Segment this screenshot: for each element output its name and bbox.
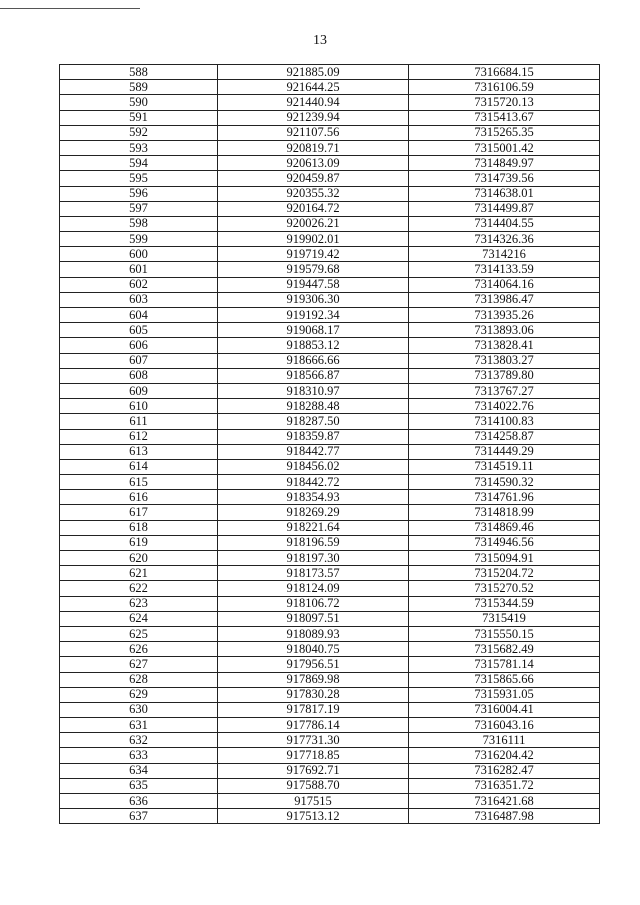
table-row	[60, 95, 600, 110]
y-coordinate-cell: 7314100.83	[409, 414, 600, 429]
point-number-cell: 599	[60, 232, 218, 247]
x-coordinate-cell: 917830.28	[218, 687, 409, 702]
point-number-cell: 632	[60, 733, 218, 748]
y-coordinate-cell: 7315094.91	[409, 551, 600, 566]
x-coordinate-cell: 919306.30	[218, 292, 409, 307]
x-coordinate-cell: 920164.72	[218, 201, 409, 216]
y-coordinate-cell: 7316282.47	[409, 763, 600, 778]
y-coordinate-cell: 7314499.87	[409, 201, 600, 216]
y-coordinate-cell: 7316351.72	[409, 778, 600, 793]
point-number-cell: 615	[60, 475, 218, 490]
point-number-cell: 601	[60, 262, 218, 277]
point-number-cell: 610	[60, 399, 218, 414]
x-coordinate-cell: 920026.21	[218, 216, 409, 231]
point-number-cell: 596	[60, 186, 218, 201]
point-number-cell: 636	[60, 794, 218, 809]
y-coordinate-cell: 7315419	[409, 611, 600, 626]
point-number-cell: 622	[60, 581, 218, 596]
point-number-cell: 634	[60, 763, 218, 778]
x-coordinate-cell: 917513.12	[218, 809, 409, 824]
table-row	[60, 353, 600, 368]
y-coordinate-cell: 7316421.68	[409, 794, 600, 809]
point-number-cell: 607	[60, 353, 218, 368]
y-coordinate-cell: 7314022.76	[409, 399, 600, 414]
x-coordinate-cell: 920355.32	[218, 186, 409, 201]
x-coordinate-cell: 918097.51	[218, 611, 409, 626]
point-number-cell: 590	[60, 95, 218, 110]
x-coordinate-cell: 918197.30	[218, 551, 409, 566]
point-number-cell: 591	[60, 110, 218, 125]
y-coordinate-cell: 7316106.59	[409, 80, 600, 95]
table-row	[60, 338, 600, 353]
table-row	[60, 626, 600, 641]
y-coordinate-cell: 7315720.13	[409, 95, 600, 110]
point-number-cell: 597	[60, 201, 218, 216]
x-coordinate-cell: 917718.85	[218, 748, 409, 763]
y-coordinate-cell: 7315550.15	[409, 626, 600, 641]
x-coordinate-cell: 918354.93	[218, 490, 409, 505]
x-coordinate-cell: 920819.71	[218, 140, 409, 155]
point-number-cell: 594	[60, 156, 218, 171]
table-row	[60, 611, 600, 626]
x-coordinate-cell: 921885.09	[218, 65, 409, 80]
point-number-cell: 592	[60, 125, 218, 140]
point-number-cell: 631	[60, 718, 218, 733]
x-coordinate-cell: 918666.66	[218, 353, 409, 368]
table-row	[60, 156, 600, 171]
table-row	[60, 216, 600, 231]
y-coordinate-cell: 7316043.16	[409, 718, 600, 733]
point-number-cell: 598	[60, 216, 218, 231]
point-number-cell: 606	[60, 338, 218, 353]
x-coordinate-cell: 918089.93	[218, 626, 409, 641]
y-coordinate-cell: 7315265.35	[409, 125, 600, 140]
x-coordinate-cell: 918359.87	[218, 429, 409, 444]
point-number-cell: 609	[60, 383, 218, 398]
x-coordinate-cell: 918287.50	[218, 414, 409, 429]
x-coordinate-cell: 918221.64	[218, 520, 409, 535]
table-row	[60, 505, 600, 520]
table-row	[60, 520, 600, 535]
table-row	[60, 80, 600, 95]
y-coordinate-cell: 7314849.97	[409, 156, 600, 171]
point-number-cell: 604	[60, 308, 218, 323]
y-coordinate-cell: 7313767.27	[409, 383, 600, 398]
table-row	[60, 642, 600, 657]
y-coordinate-cell: 7314946.56	[409, 535, 600, 550]
coordinates-table-body	[60, 65, 600, 824]
y-coordinate-cell: 7313935.26	[409, 308, 600, 323]
table-row	[60, 444, 600, 459]
x-coordinate-cell: 918124.09	[218, 581, 409, 596]
table-row	[60, 459, 600, 474]
y-coordinate-cell: 7314818.99	[409, 505, 600, 520]
table-row	[60, 535, 600, 550]
table-row	[60, 232, 600, 247]
y-coordinate-cell: 7316004.41	[409, 702, 600, 717]
y-coordinate-cell: 7316111	[409, 733, 600, 748]
point-number-cell: 635	[60, 778, 218, 793]
x-coordinate-cell: 919068.17	[218, 323, 409, 338]
y-coordinate-cell: 7314519.11	[409, 459, 600, 474]
table-row	[60, 687, 600, 702]
point-number-cell: 614	[60, 459, 218, 474]
table-row	[60, 186, 600, 201]
point-number-cell: 627	[60, 657, 218, 672]
y-coordinate-cell: 7315931.05	[409, 687, 600, 702]
y-coordinate-cell: 7315001.42	[409, 140, 600, 155]
point-number-cell: 628	[60, 672, 218, 687]
x-coordinate-cell: 921644.25	[218, 80, 409, 95]
y-coordinate-cell: 7316487.98	[409, 809, 600, 824]
point-number-cell: 593	[60, 140, 218, 155]
x-coordinate-cell: 918853.12	[218, 338, 409, 353]
table-row	[60, 308, 600, 323]
x-coordinate-cell: 917786.14	[218, 718, 409, 733]
table-row	[60, 323, 600, 338]
table-row	[60, 247, 600, 262]
point-number-cell: 611	[60, 414, 218, 429]
point-number-cell: 617	[60, 505, 218, 520]
y-coordinate-cell: 7313828.41	[409, 338, 600, 353]
table-row	[60, 551, 600, 566]
x-coordinate-cell: 919447.58	[218, 277, 409, 292]
x-coordinate-cell: 917817.19	[218, 702, 409, 717]
y-coordinate-cell: 7314590.32	[409, 475, 600, 490]
x-coordinate-cell: 918288.48	[218, 399, 409, 414]
y-coordinate-cell: 7315781.14	[409, 657, 600, 672]
x-coordinate-cell: 920613.09	[218, 156, 409, 171]
table-row	[60, 794, 600, 809]
table-row	[60, 778, 600, 793]
point-number-cell: 623	[60, 596, 218, 611]
y-coordinate-cell: 7313789.80	[409, 368, 600, 383]
table-row	[60, 171, 600, 186]
point-number-cell: 625	[60, 626, 218, 641]
y-coordinate-cell: 7314869.46	[409, 520, 600, 535]
table-row	[60, 657, 600, 672]
y-coordinate-cell: 7315270.52	[409, 581, 600, 596]
table-row	[60, 672, 600, 687]
top-rule	[0, 8, 140, 9]
point-number-cell: 605	[60, 323, 218, 338]
point-number-cell: 595	[60, 171, 218, 186]
table-row	[60, 65, 600, 80]
table-row	[60, 596, 600, 611]
y-coordinate-cell: 7315682.49	[409, 642, 600, 657]
table-row	[60, 292, 600, 307]
point-number-cell: 624	[60, 611, 218, 626]
x-coordinate-cell: 921239.94	[218, 110, 409, 125]
y-coordinate-cell: 7316684.15	[409, 65, 600, 80]
x-coordinate-cell: 917731.30	[218, 733, 409, 748]
point-number-cell: 600	[60, 247, 218, 262]
y-coordinate-cell: 7313803.27	[409, 353, 600, 368]
table-row	[60, 368, 600, 383]
y-coordinate-cell: 7314761.96	[409, 490, 600, 505]
point-number-cell: 637	[60, 809, 218, 824]
y-coordinate-cell: 7313893.06	[409, 323, 600, 338]
point-number-cell: 620	[60, 551, 218, 566]
point-number-cell: 630	[60, 702, 218, 717]
table-row	[60, 748, 600, 763]
y-coordinate-cell: 7315344.59	[409, 596, 600, 611]
y-coordinate-cell: 7314258.87	[409, 429, 600, 444]
x-coordinate-cell: 919579.68	[218, 262, 409, 277]
x-coordinate-cell: 918106.72	[218, 596, 409, 611]
table-row	[60, 399, 600, 414]
y-coordinate-cell: 7314216	[409, 247, 600, 262]
table-row	[60, 763, 600, 778]
point-number-cell: 608	[60, 368, 218, 383]
table-row	[60, 490, 600, 505]
x-coordinate-cell: 918040.75	[218, 642, 409, 657]
x-coordinate-cell: 919902.01	[218, 232, 409, 247]
x-coordinate-cell: 918310.97	[218, 383, 409, 398]
coordinates-table	[59, 64, 600, 824]
y-coordinate-cell: 7315204.72	[409, 566, 600, 581]
table-row	[60, 809, 600, 824]
point-number-cell: 612	[60, 429, 218, 444]
y-coordinate-cell: 7314064.16	[409, 277, 600, 292]
table-row	[60, 581, 600, 596]
x-coordinate-cell: 918196.59	[218, 535, 409, 550]
point-number-cell: 621	[60, 566, 218, 581]
table-row	[60, 733, 600, 748]
x-coordinate-cell: 917956.51	[218, 657, 409, 672]
table-row	[60, 383, 600, 398]
x-coordinate-cell: 919719.42	[218, 247, 409, 262]
x-coordinate-cell: 917588.70	[218, 778, 409, 793]
x-coordinate-cell: 918173.57	[218, 566, 409, 581]
table-row	[60, 414, 600, 429]
y-coordinate-cell: 7314449.29	[409, 444, 600, 459]
point-number-cell: 619	[60, 535, 218, 550]
y-coordinate-cell: 7314326.36	[409, 232, 600, 247]
table-row	[60, 125, 600, 140]
x-coordinate-cell: 918566.87	[218, 368, 409, 383]
x-coordinate-cell: 918442.72	[218, 475, 409, 490]
y-coordinate-cell: 7316204.42	[409, 748, 600, 763]
table-row	[60, 429, 600, 444]
x-coordinate-cell: 921440.94	[218, 95, 409, 110]
y-coordinate-cell: 7315865.66	[409, 672, 600, 687]
x-coordinate-cell: 917515	[218, 794, 409, 809]
point-number-cell: 588	[60, 65, 218, 80]
point-number-cell: 613	[60, 444, 218, 459]
point-number-cell: 589	[60, 80, 218, 95]
table-row	[60, 475, 600, 490]
x-coordinate-cell: 917692.71	[218, 763, 409, 778]
table-row	[60, 566, 600, 581]
x-coordinate-cell: 921107.56	[218, 125, 409, 140]
y-coordinate-cell: 7314638.01	[409, 186, 600, 201]
point-number-cell: 602	[60, 277, 218, 292]
table-row	[60, 110, 600, 125]
x-coordinate-cell: 918456.02	[218, 459, 409, 474]
x-coordinate-cell: 920459.87	[218, 171, 409, 186]
page-number: 13	[313, 33, 327, 48]
y-coordinate-cell: 7313986.47	[409, 292, 600, 307]
table-row	[60, 277, 600, 292]
y-coordinate-cell: 7314133.59	[409, 262, 600, 277]
x-coordinate-cell: 918442.77	[218, 444, 409, 459]
point-number-cell: 616	[60, 490, 218, 505]
point-number-cell: 618	[60, 520, 218, 535]
table-row	[60, 262, 600, 277]
table-row	[60, 201, 600, 216]
point-number-cell: 603	[60, 292, 218, 307]
x-coordinate-cell: 919192.34	[218, 308, 409, 323]
table-row	[60, 702, 600, 717]
y-coordinate-cell: 7315413.67	[409, 110, 600, 125]
y-coordinate-cell: 7314404.55	[409, 216, 600, 231]
point-number-cell: 633	[60, 748, 218, 763]
point-number-cell: 626	[60, 642, 218, 657]
x-coordinate-cell: 917869.98	[218, 672, 409, 687]
point-number-cell: 629	[60, 687, 218, 702]
y-coordinate-cell: 7314739.56	[409, 171, 600, 186]
table-row	[60, 140, 600, 155]
x-coordinate-cell: 918269.29	[218, 505, 409, 520]
table-row	[60, 718, 600, 733]
